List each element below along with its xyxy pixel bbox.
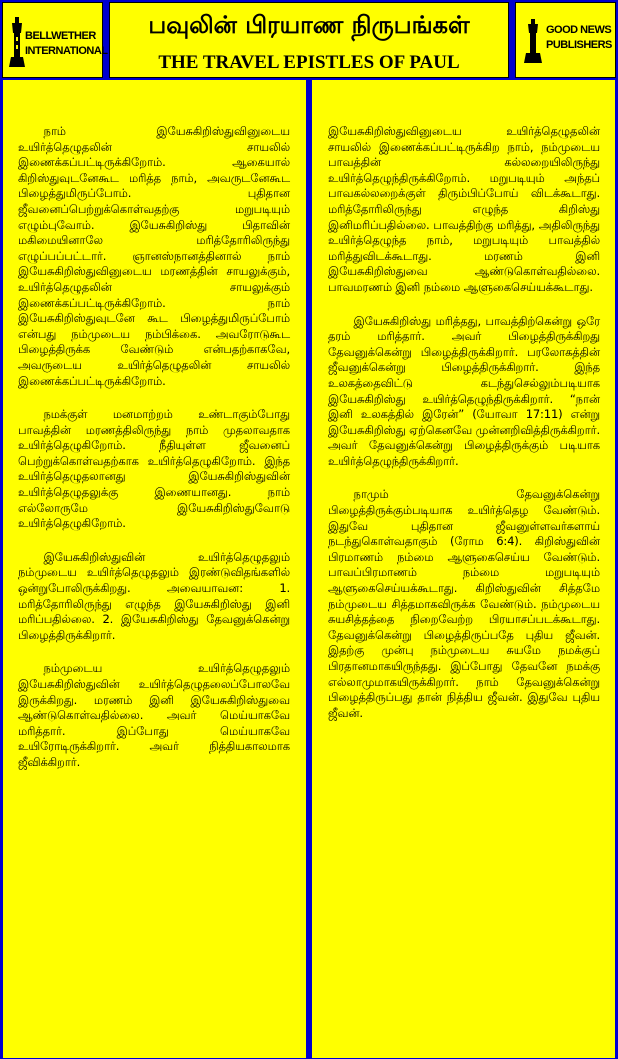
left-paragraph-3: இயேசுகிறிஸ்துவின் உயிர்த்தெழுதலும் நம்முடைய உயிர்த்தெழுதலும் இரண்டுவிதங்களில் ஒன்றுபோலிருக்கிறது. அவையாவன: 1. மரித்தோரிலிருந்து எழுந்த இயேசுகிறிஸ்து இனி மரிப்பதில்லை. 2. இயேசுகிறிஸ்து தேவனுக்கென்று பிழைத்திருக்கிறார்.: [18, 549, 290, 642]
left-column: [3, 80, 306, 1058]
bellwether-logo: [2, 2, 108, 78]
left-paragraph-1: நாம் இயேசுகிறிஸ்துவினுடைய உயிர்த்தெழுதலின் சாயலில் இணைக்கப்பட்டிருக்கிறோம். ஆகையால் கிறிஸ்துவுடனேகூட மரித்த நாம், அவருடனேகூட பிழைத்துமிருப்போம். புதிதான ஜீவனைப்பெற்றுக்கொள்வதற்கு மறுபடியும் எழும்புவோம். இயேசுகிறிஸ்து பிதாவின் மகிமையினாலே மரித்தோரிலிருந்து எழுப்பப்பட்டார். ஞானஸ்நானத்தினால் நாம் இயேசுகிறிஸ்துவினுடைய மரணத்தின் சாயலுக்கும், உயிர்த்தெழுதலின் சாயலுக்கும் இணைக்கப்பட்டிருக்கிறோம். நாம் இயேசுகிறிஸ்துவுடனே கூட பிழைத்துமிருப்போம் என்பது நம்முடைய நம்பிக்கை. அவரோடுகூட பிழைத்திருக்க வேண்டும் என்பதற்காகவே, அவருடைய உயிர்த்தெழுதலின் சாயலில் இணைக்கப்பட்டிருக்கிறோம்.: [18, 124, 290, 388]
good-news-logo: [515, 2, 616, 78]
left-paragraph-2: நமக்குள் மனமாற்றம் உண்டாகும்போது பாவத்தின் மரணத்திலிருந்து நாம் முதலாவதாக உயிர்த்தெழுகிறோம். நீதியுள்ள ஜீவனைப் பெற்றுக்கொள்வதற்காக உயிர்த்தெழுகிறோம். இந்த உயிர்த்தெழுதலானது இயேசுகிறிஸ்துவின் உயிர்த்தெழுதலுக்கு இணையானது. நாம் எல்லோருமே இயேசுகிறிஸ்துவோடு உயிர்த்தெழுகிறோம்.: [18, 407, 290, 531]
bellwether-tower-icon: [9, 17, 25, 67]
left-paragraph-4: நம்முடைய உயிர்த்தெழுதலும் இயேசுகிறிஸ்துவின் உயிர்த்தெழுதலைப்போலவே இருக்கிறது. மரணம் இனி இயேசுகிறிஸ்துவை ஆண்டுகொள்வதில்லை. அவர் மெய்யாகவே மரித்தார். இப்போது மெய்யாகவே உயிரோடிருக்கிறார். அவர் நித்தியகாலமாக ஜீவிக்கிறார்.: [18, 661, 290, 769]
good-news-tower-icon: [524, 19, 542, 63]
page-title-english: THE TRAVEL EPISTLES OF PAUL: [158, 52, 460, 73]
right-paragraph-3: நாமும் தேவனுக்கென்று பிழைத்திருக்கும்படியாக உயிர்த்தெழ வேண்டும். இதுவே புதிதான ஜீவனுள்ளவர்களாய் நடந்துகொள்வதாகும் (ரோம 6:4). கிறிஸ்துவின் பிரமாணம் நம்மை ஆளுகைசெய்ய வேண்டும். பாவப்பிரமாணம் நம்மை மறுபடியும் ஆளுகைசெய்யக்கூடாது. கிறிஸ்துவின் சித்தமே நம்முடைய சித்தமாகவிருக்க வேண்டும். நம்முடைய சுயசித்தத்தை நிறைவேற்ற பிரயாசப்படக்கூடாது. தேவனுக்கென்று பிழைத்திருப்பதே புதிய ஜீவன். இதற்கு முன்பு நம்முடைய சுயமே நமக்குப் பிரதானமாகயிருந்தது. இப்போது தேவனே நமக்கு எல்லாமுமாகயிருக்கிறார். நாம் தேவனுக்கென்று பிழைத்திருப்பது தான் நித்திய ஜீவன். இதுவே புதிய ஜீவன்.: [328, 487, 600, 720]
right-paragraph-2: இயேசுகிறிஸ்து மரித்தது, பாவத்திற்கென்று ஒரே தரம் மரித்தார். அவர் பிழைத்திருக்கிறது தேவனுக்கென்று பிழைத்திருக்கிறார். பரலோகத்தின் ஜீவனுக்கென்று பிழைத்திருக்கிறார். இந்த உலகத்தைவிட்டு கடந்துசெல்லும்படியாக இயேசுகிறிஸ்து உயிர்த்தெழுந்திருக்கிறார். “நான் இனி உலகத்தில் இரேன்” (யோவா 17:11) என்று இயேசுகிறிஸ்து ஏற்கெனவே முன்னறிவித்திருக்கிறார். அவர் தேவனுக்கென்று பிழைத்திருக்கும் படியாக உயிர்த்தெழுந்திருக்கிறார்.: [328, 313, 600, 468]
good-news-logo-text: GOOD NEWS PUBLISHERS: [546, 24, 612, 51]
header: [0, 0, 618, 80]
bellwether-logo-text: BELLWETHER INTERNATIONAL: [25, 30, 108, 57]
right-paragraph-1: இயேசுகிறிஸ்துவினுடைய உயிர்த்தெழுதலின் சாயலில் இணைக்கப்பட்டிருக்கிற நாம், நம்முடைய பாவத்தின் கல்லறையிலிருந்து உயிர்த்தெழுந்திருக்கிறோம். மறுபடியும் அந்தப் பாவகல்லறைக்குள் திரும்பிப்போய் விடக்கூடாது. மரித்தோரிலிருந்து எழுந்த கிறிஸ்து இனிமரிப்பதில்லை. பாவத்திற்கு மரித்து, அதிலிருந்து உயிர்த்தெழுந்த நாம், மறுபடியும் பாவத்தில் மரித்துவிடக்கூடாது. மரணம் இனி இயேசுகிறிஸ்துவை ஆண்டுகொள்வதில்லை. பாவமரணம் இனி நம்மை ஆளுகைசெய்யக்கூடாது.: [328, 124, 600, 294]
page-title-tamil: பவுலின் பிரயாண நிருபங்கள்: [148, 11, 470, 39]
title-box: [109, 2, 509, 78]
right-column: [312, 80, 615, 1058]
